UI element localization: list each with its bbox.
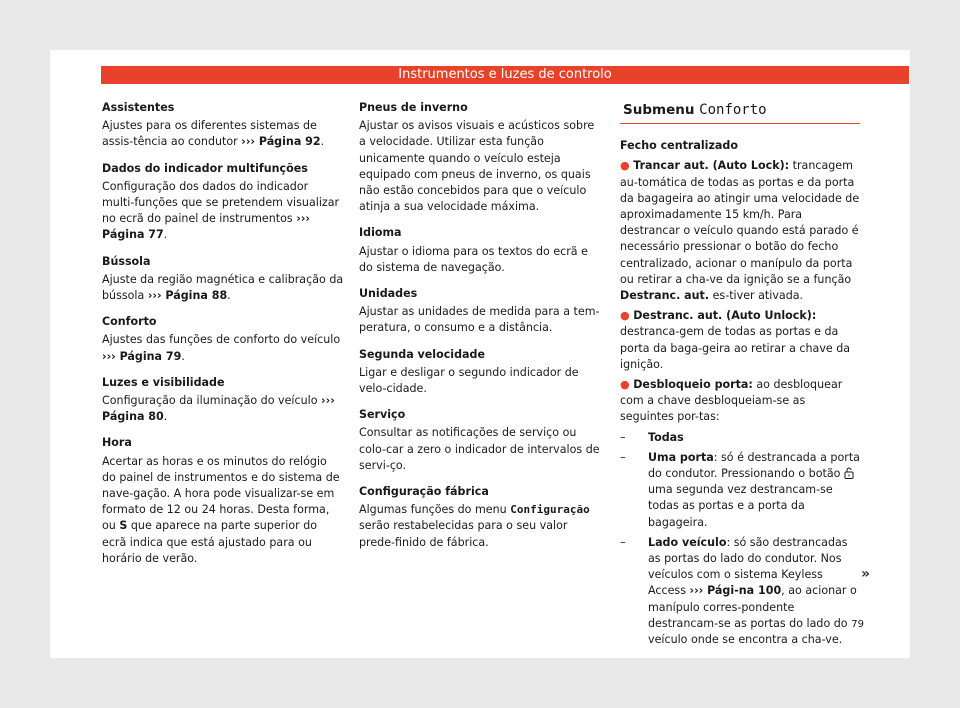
text-bussola: Ajuste da região magnética e calibração da bússola ››› Página 88. <box>102 272 344 303</box>
bullet-desbloqueio-porta: ● Desbloqueio porta: ao desbloquear com a chave desbloqueiam-se as seguintes por-tas: <box>620 378 843 424</box>
text-unidades: Ajustar as unidades de medida para a tem-peratura, o consumo e a distância. <box>359 305 600 335</box>
page-link-100[interactable]: ››› Pági-na 100 <box>689 584 782 598</box>
heading-servico: Serviço <box>359 408 406 422</box>
heading-pneus-inverno: Pneus de inverno <box>359 101 468 114</box>
text-servico: Consultar as notificações de serviço ou colo-car a zero o indicador de intervalos de servi-ço. <box>359 426 600 472</box>
text-assistentes: Ajustes para os diferentes sistemas de assis-tência ao condutor ››› Página 92. <box>102 119 325 149</box>
page-link-88[interactable]: ››› Página 88 <box>147 289 228 303</box>
symbol-s: S <box>119 519 128 533</box>
text-conforto: Ajustes das funções de conforto do veículo ››› Página 79. <box>102 333 341 363</box>
unlock-icon <box>844 467 854 479</box>
column-right <box>620 98 860 648</box>
heading-conforto: Conforto <box>102 315 157 329</box>
text-idioma: Ajustar o idioma para os textos do ecrã e do sistema de navegação. <box>359 244 588 274</box>
manual-page <box>50 50 910 658</box>
bullet-icon: ● <box>620 378 630 392</box>
page-link-80[interactable]: ››› Página 80 <box>102 394 335 424</box>
text-segunda-velocidade: Ligar e desligar o segundo indicador de velo-cidade. <box>359 365 579 396</box>
heading-segunda-velocidade: Segunda velocidade <box>359 347 485 361</box>
continue-marker: » <box>860 566 870 582</box>
menu-name-configuracao: Configuração <box>510 503 590 517</box>
heading-configuracao-fabrica: Configuração fábrica <box>359 485 489 499</box>
text-configuracao-fabrica: Algumas funções do menu Configuração serão restabelecidas para o seu valor prede-finido de fábrica. <box>359 503 590 549</box>
heading-idioma: Idioma <box>359 226 402 240</box>
heading-hora: Hora <box>102 436 132 450</box>
dash-item-lado-veiculo: – Lado veículo: só são destrancadas as portas do lado do condutor. Nos veículos com o sistema Keyless Access ››› Pági-na 100, ao acionar o manípulo corres-pondente destrancam-se as portas do lado do veículo onde se encontra a cha-ve. <box>620 535 857 647</box>
page-link-92[interactable]: ››› Página 92 <box>241 135 321 149</box>
heading-luzes: Luzes e visibilidade <box>102 375 225 389</box>
dash-item-todas: – Todas <box>620 430 684 444</box>
heading-unidades: Unidades <box>359 287 418 301</box>
section-header: Instrumentos e luzes de controlo <box>101 66 909 84</box>
submenu-title: Submenu Conforto <box>620 98 860 124</box>
heading-assistentes: Assistentes <box>102 101 175 114</box>
heading-dados-indicador: Dados do indicador multifunções <box>102 161 308 175</box>
column-left <box>102 100 344 567</box>
heading-bussola: Bússola <box>102 254 151 268</box>
page-link-79[interactable]: ››› Página 79 <box>102 349 182 363</box>
bullet-trancar-aut: ● Trancar aut. (Auto Lock): trancagem au-tomática de todas as portas e da porta da bagageira ao atingir uma velocidade de aproximadamente 15 km/h. Para destrancar o veículo quando está parado é necessário pressionar o botão do fecho centralizado, acionar o manípulo da porta ou retirar a cha-ve da ignição se a função Destranc. aut. es-tiver ativada. <box>620 159 860 303</box>
bullet-destranc-aut: ● Destranc. aut. (Auto Unlock): destranca-gem de todas as portas e da porta da baga-geira ao retirar a chave da ignição. <box>620 309 851 371</box>
text-luzes: Configuração da iluminação do veículo ››› Página 80. <box>102 394 335 424</box>
text-hora: Acertar as horas e os minutos do relógio do painel de instrumentos e do sistema de nave-gação. A hora pode visualizar-se em formato de 12 ou 24 horas. Desta forma, ou S que aparece na parte superior do ecrã indica que está ajustado para ou horário de verão. <box>102 454 340 565</box>
column-middle <box>359 100 603 551</box>
text-dados-indicador: Configuração dos dados do indicador multi-funções que se pretendem visualizar no ecrã do painel de instrumentos ››› Página 77. <box>102 179 340 242</box>
heading-fecho-centralizado: Fecho centralizado <box>620 139 738 153</box>
dash-item-uma-porta: – Uma porta: só é destrancada a porta do condutor. Pressionando o botão uma segunda vez destrancam-se todas as portas e a porta da bagageira. <box>620 450 860 529</box>
bullet-icon: ● <box>620 159 630 173</box>
page-link-77[interactable]: ››› Página 77 <box>102 212 310 242</box>
text-pneus-inverno: Ajustar os avisos visuais e acústicos sobre a velocidade. Utilizar esta função unicamente quando o veículo esteja equipado com pneus de inverno, os quais não estão concebidos para que o veículo atinja a sua velocidade máxima. <box>359 119 595 214</box>
page-number: 79 <box>851 619 864 630</box>
bullet-icon: ● <box>620 309 630 323</box>
